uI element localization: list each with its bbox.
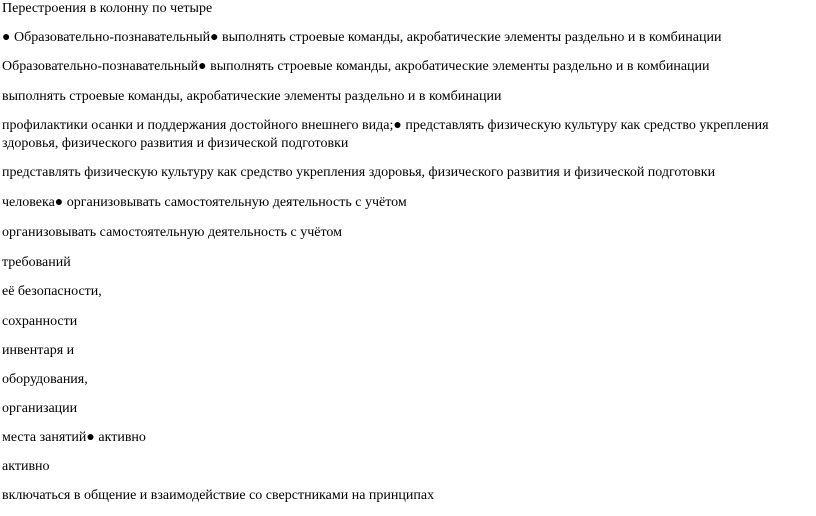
text-line-6: представлять физическую культуру как средство укрепления здоровья, физического развития и физической подготовки (2, 165, 716, 180)
text-line-7: человека● организовывать самостоятельную деятельность с учётом (2, 195, 407, 210)
text-line-11: сохранности (2, 314, 78, 329)
text-line-3: Образовательно-познавательный● выполнять строевые команды, акробатические элементы раздельно и в комбинации (2, 59, 710, 74)
text-line-17: включаться в общение и взаимодействие со сверстниками на принципах (2, 488, 435, 503)
text-line-8: организовывать самостоятельную деятельность с учётом (2, 225, 342, 240)
text-line-12: инвентаря и (2, 343, 75, 358)
text-line-2: ● Образовательно-познавательный● выполнять строевые команды, акробатические элементы раздельно и в комбинации (2, 30, 722, 45)
text-line-13: оборудования, (2, 372, 88, 387)
text-line-10: её безопасности, (2, 284, 102, 299)
text-line-14: организации (2, 401, 78, 416)
text-line-9: требований (2, 255, 71, 270)
text-line-5: профилактики осанки и поддержания достойного внешнего вида;● представлять физическую культуру как средство укрепления здоровья, физического развития и физической подготовки (2, 118, 769, 151)
text-line-15: места занятий● активно (2, 430, 146, 445)
text-line-4: выполнять строевые команды, акробатические элементы раздельно и в комбинации (2, 89, 502, 104)
text-line-1: Перестроения в колонну по четыре (2, 1, 213, 16)
text-line-16: активно (2, 459, 50, 474)
